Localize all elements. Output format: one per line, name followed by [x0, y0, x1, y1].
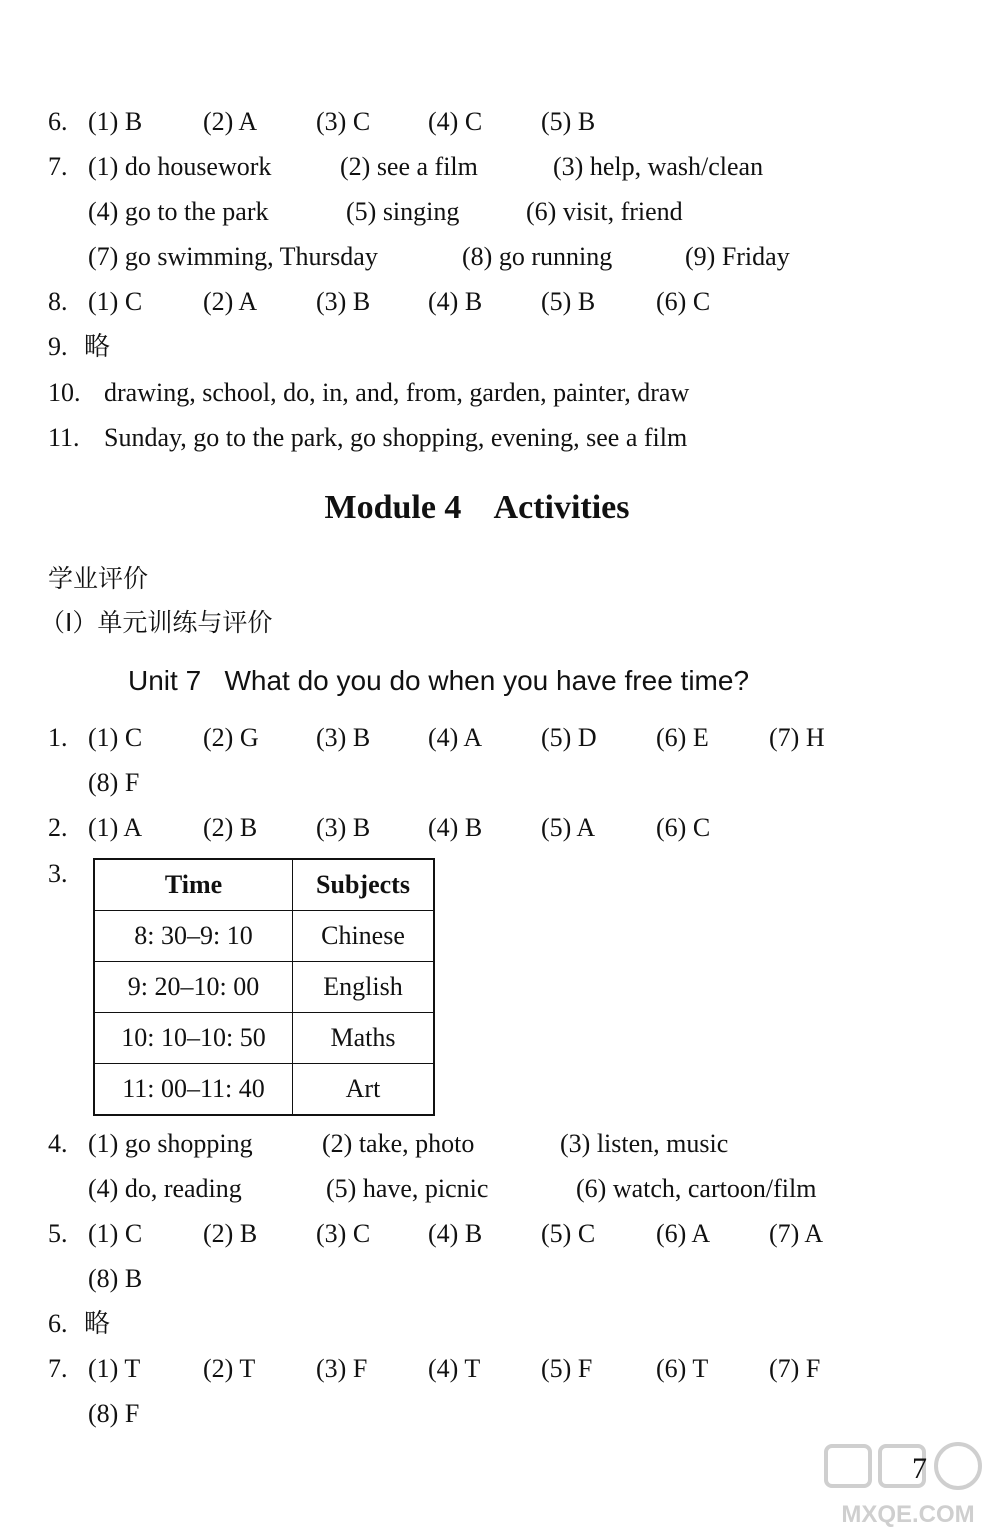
watermark-text: MXQE.COM	[841, 1501, 975, 1528]
question-number: 9.	[48, 332, 68, 361]
answer-item: (3) B	[316, 287, 371, 316]
subsection-title: （Ⅰ）单元训练与评价	[40, 608, 273, 637]
answer-item: (7) A	[769, 1219, 824, 1248]
answer-item: (2) see a film	[340, 152, 478, 181]
answer-item: (4) B	[428, 287, 483, 316]
answer-item: (3) B	[316, 723, 371, 752]
question-number: 2.	[48, 813, 68, 842]
answer-item: (6) A	[656, 1219, 711, 1248]
answer-item: 略	[84, 332, 111, 362]
answer-item: (5) have, picnic	[326, 1174, 489, 1203]
table-cell: English	[293, 962, 435, 1013]
table-row	[94, 1013, 434, 1064]
table-header: Time	[94, 859, 293, 911]
table-header-row	[94, 859, 434, 911]
table-row	[94, 1064, 434, 1116]
answer-item: (6) C	[656, 287, 711, 316]
answer-item: (1) go shopping	[88, 1129, 253, 1158]
answer-item: Sunday, go to the park, go shopping, evening, see a film	[104, 423, 688, 452]
page-number: 7	[912, 1452, 927, 1485]
question-number: 11.	[48, 423, 80, 452]
question-number: 1.	[48, 723, 68, 752]
answer-item: (5) C	[541, 1219, 596, 1248]
question-number: 10.	[48, 378, 81, 407]
answer-item: (1) C	[88, 287, 143, 316]
answer-item: (8) B	[88, 1264, 143, 1293]
table-cell: 11: 00–11: 40	[94, 1064, 293, 1116]
answer-item: (5) B	[541, 107, 596, 136]
table-header: Subjects	[293, 859, 435, 911]
schedule-table	[93, 858, 435, 1116]
answer-item: (3) B	[316, 813, 371, 842]
answer-item: (6) visit, friend	[526, 197, 683, 226]
table-row	[94, 911, 434, 962]
table-cell: Maths	[293, 1013, 435, 1064]
answer-item: (1) C	[88, 723, 143, 752]
answer-item: (7) H	[769, 723, 825, 752]
watermark-logo	[820, 1440, 996, 1530]
answer-item: (5) singing	[346, 197, 460, 226]
question-number: 3.	[48, 859, 68, 888]
answer-item: (2) T	[203, 1354, 256, 1383]
answer-item: (6) watch, cartoon/film	[576, 1174, 817, 1203]
answer-item: (2) G	[203, 723, 259, 752]
answer-item: (6) E	[656, 723, 709, 752]
answer-item: (2) A	[203, 107, 258, 136]
question-number: 6.	[48, 1309, 68, 1338]
answer-item: (5) B	[541, 287, 596, 316]
table-cell: Chinese	[293, 911, 435, 962]
answer-item: (2) B	[203, 813, 258, 842]
answer-item: (3) help, wash/clean	[553, 152, 764, 181]
answer-item: (4) T	[428, 1354, 481, 1383]
answer-item: (1) do housework	[88, 152, 272, 181]
answer-item: (4) go to the park	[88, 197, 269, 226]
answer-item: (9) Friday	[685, 242, 790, 271]
answer-item: (8) go running	[462, 242, 613, 271]
answer-item: (1) B	[88, 107, 143, 136]
answer-item: (8) F	[88, 1399, 140, 1428]
answer-item: (4) B	[428, 813, 483, 842]
answer-item: (3) F	[316, 1354, 368, 1383]
answer-item: (3) listen, music	[560, 1129, 729, 1158]
answer-item: 略	[84, 1309, 111, 1339]
answer-item: (6) T	[656, 1354, 709, 1383]
answer-item: (3) C	[316, 107, 371, 136]
unit-title: Unit 7 What do you do when you have free time?	[128, 665, 750, 696]
answer-item: (3) C	[316, 1219, 371, 1248]
answer-item: (7) F	[769, 1354, 821, 1383]
question-number: 7.	[48, 1354, 68, 1383]
answer-item: (2) take, photo	[322, 1129, 475, 1158]
answer-item: (4) A	[428, 723, 483, 752]
answer-item: (2) B	[203, 1219, 258, 1248]
answer-item: (2) A	[203, 287, 258, 316]
table-cell: Art	[293, 1064, 435, 1116]
question-number: 6.	[48, 107, 68, 136]
question-number: 7.	[48, 152, 68, 181]
table-cell: 10: 10–10: 50	[94, 1013, 293, 1064]
answer-item: (1) C	[88, 1219, 143, 1248]
table-cell: 8: 30–9: 10	[94, 911, 293, 962]
answer-item: (8) F	[88, 768, 140, 797]
answer-item: (1) T	[88, 1354, 141, 1383]
answer-item: (4) B	[428, 1219, 483, 1248]
table-row	[94, 962, 434, 1013]
table-cell: 9: 20–10: 00	[94, 962, 293, 1013]
answer-item: (5) A	[541, 813, 596, 842]
answer-item: (1) A	[88, 813, 143, 842]
answer-item: drawing, school, do, in, and, from, garden, painter, draw	[104, 378, 690, 407]
answer-item: (4) do, reading	[88, 1174, 242, 1203]
section-title: 学业评价	[48, 564, 149, 593]
question-number: 4.	[48, 1129, 68, 1158]
answer-item: (5) D	[541, 723, 597, 752]
question-number: 8.	[48, 287, 68, 316]
answer-item: (4) C	[428, 107, 483, 136]
question-number: 5.	[48, 1219, 68, 1248]
answer-item: (6) C	[656, 813, 711, 842]
answer-item: (5) F	[541, 1354, 593, 1383]
answer-item: (7) go swimming, Thursday	[88, 242, 378, 271]
module-title: Module 4 Activities	[324, 489, 630, 526]
